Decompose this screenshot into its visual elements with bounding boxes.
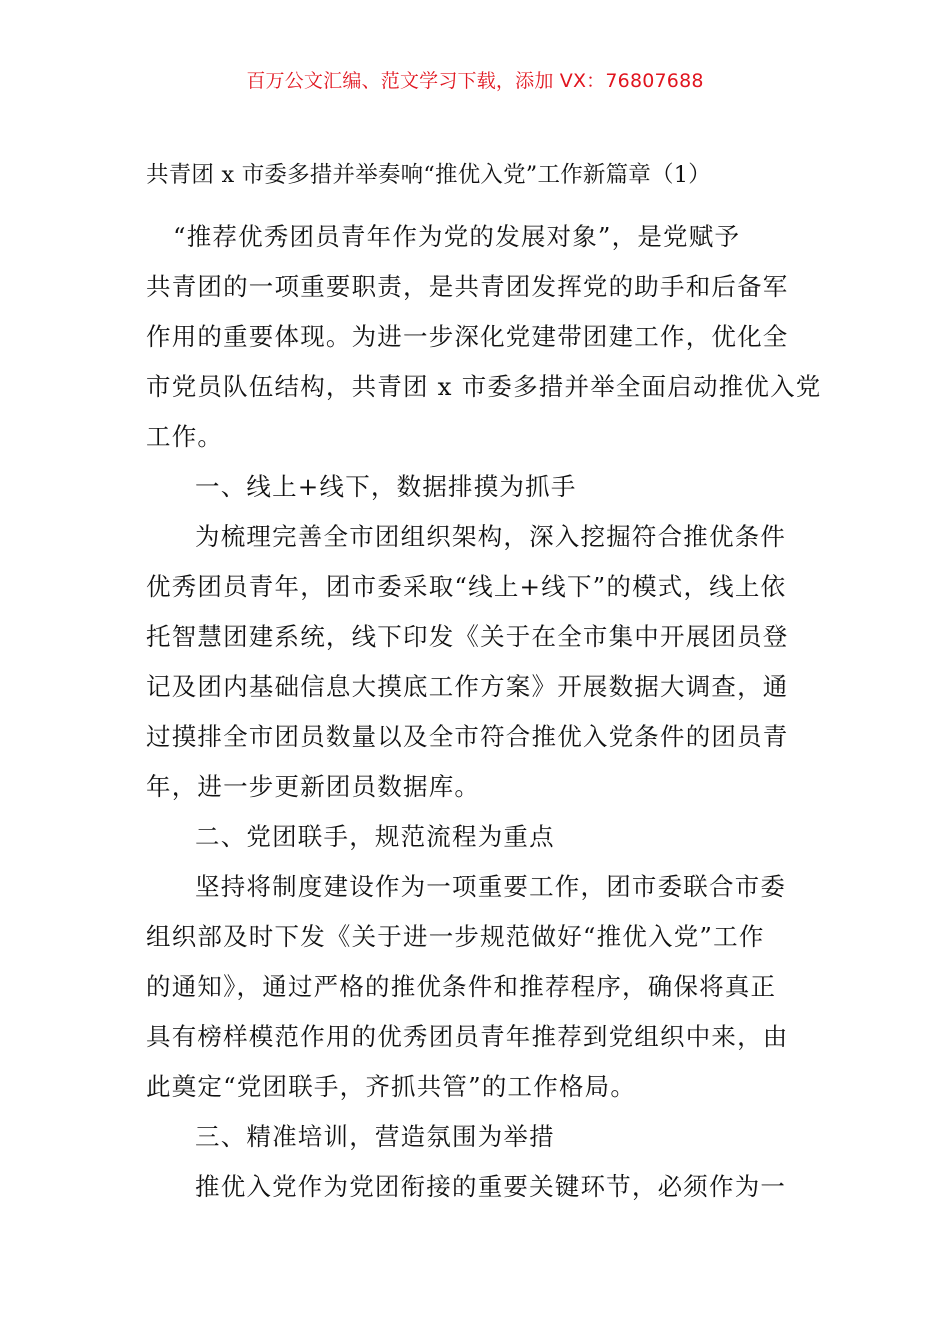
paragraph-line: 的通知》，通过严格的推优条件和推荐程序，确保将真正 xyxy=(146,972,777,1001)
section-heading-3: 三、精准培训，营造氛围为举措 xyxy=(195,1122,555,1151)
paragraph-line: 坚持将制度建设作为一项重要工作，团市委联合市委 xyxy=(195,872,787,901)
header-banner: 百万公文汇编、范文学习下载，添加 VX：76807688 xyxy=(246,70,704,92)
paragraph-line: 作用的重要体现。为进一步深化党建带团建工作，优化全 xyxy=(146,322,789,351)
paragraph-line: 具有榜样模范作用的优秀团员青年推荐到党组织中来，由 xyxy=(146,1022,789,1051)
paragraph-line: 优秀团员青年，团市委采取“线上+线下”的模式，线上依 xyxy=(146,572,787,601)
paragraph-line: 工作。 xyxy=(146,422,224,451)
section-heading-1: 一、线上+线下，数据排摸为抓手 xyxy=(195,472,577,501)
paragraph-line: 为梳理完善全市团组织架构，深入挖掘符合推优条件 xyxy=(195,522,787,551)
paragraph-line: 组织部及时下发《关于进一步规范做好“推优入党”工作 xyxy=(146,922,765,951)
paragraph-line: 年，进一步更新团员数据库。 xyxy=(146,772,481,801)
paragraph-line: 托智慧团建系统，线下印发《关于在全市集中开展团员登 xyxy=(146,622,789,651)
paragraph-line: “推荐优秀团员青年作为党的发展对象”，是党赋予 xyxy=(173,222,741,251)
document-title: 共青团 x 市委多措并举奏响“推优入党”工作新篇章（1） xyxy=(146,162,711,188)
section-heading-2: 二、党团联手，规范流程为重点 xyxy=(195,822,555,851)
paragraph-line: 市党员队伍结构，共青团 x 市委多措并举全面启动推优入党 xyxy=(146,372,822,401)
paragraph-line: 记及团内基础信息大摸底工作方案》开展数据大调查，通 xyxy=(146,672,789,701)
paragraph-line: 共青团的一项重要职责，是共青团发挥党的助手和后备军 xyxy=(146,272,789,301)
paragraph-line: 过摸排全市团员数量以及全市符合推优入党条件的团员青 xyxy=(146,722,789,751)
paragraph-line: 此奠定“党团联手，齐抓共管”的工作格局。 xyxy=(146,1072,637,1101)
paragraph-line: 推优入党作为党团衔接的重要关键环节，必须作为一 xyxy=(195,1172,787,1201)
